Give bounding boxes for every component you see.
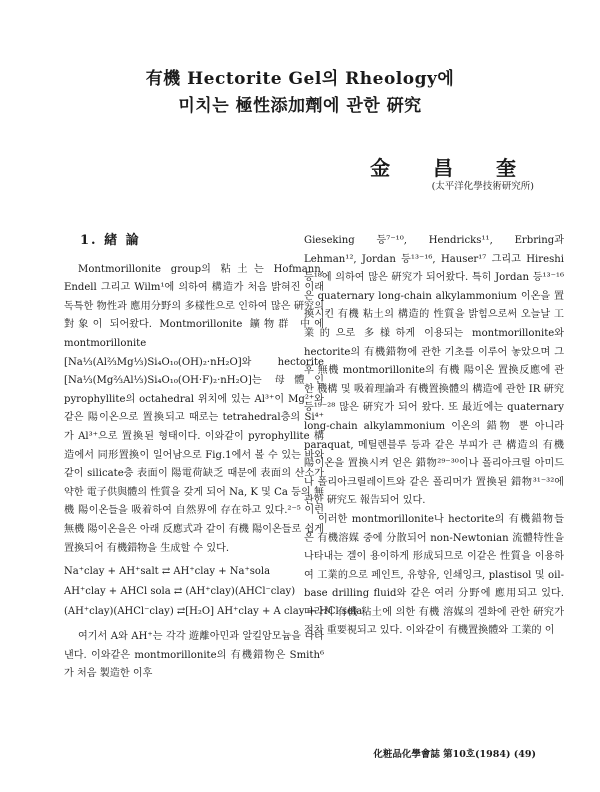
- paper-title-line-2: 미치는 極性添加劑에 관한 硏究: [178, 96, 422, 116]
- reaction-equation-2: AH⁺clay + AHCl sola ⇄ (AH⁺clay)(AHCl⁻clay): [64, 586, 296, 598]
- reaction-equation-1: Na⁺clay + AH⁺salt ⇄ AH⁺clay + Na⁺sola: [64, 566, 271, 578]
- paper-title-line-1: 有機 Hectorite Gel의 Rheology에: [145, 69, 455, 89]
- author-affiliation: (太平洋化學技術研究所): [431, 181, 534, 192]
- intro-paragraph-2: 여기서 A와 AH⁺는 각각 遊離아민과 알킬암모늄을 나타낸다. 이와같은 montmorillonite의 有機錯物은 Smith⁶가 처음 製造한 이후: [64, 631, 324, 680]
- left-column: [64, 232, 363, 684]
- journal-footer: 化粧品化學會誌 第10호(1984) (49): [373, 749, 536, 760]
- section-heading: 1. 緖 論: [80, 233, 141, 248]
- author-name: 金 昌 奎: [370, 156, 534, 180]
- intro-paragraph-1: Montmorillonite group의 粘土는 Hofmann, Endell 그리고 Wilm¹에 의하여 構造가 처음 밝혀진 이래 독특한 物性과 應用分野의 多樣性으로 인하여 많은 硏究의 對象이 되어왔다. Montmorillonite 鑛物群 中에 montmorillonite [Na⅓(Al⅔Mg⅓)Si₄O₁₀(OH)₂·nH₂O]와 hectorite [Na⅓(Mg⅔Al⅓)Si₄O₁₀(OH·F)₂·nH₂O]는 母體인 pyrophyllite의 octahedral 위치에 있는 Al³⁺이 Mg²⁺와 같은 陽이온으로 置換되고 때로는 tetrahedral층의 Si⁴⁺가 Al³⁺으로 置換된 형태이다. 이와같이 pyrophyllite 構造에서 同形置換이 일어남으로 Fig.1에서 볼 수 있는 바와 같이 silicate층 表面이 陽電荷缺乏 때문에 表面의 산소가 약한 電子供與體의 性質을 갖게 되어 Na, K 및 Ca 등의 無機 陽이온들을 吸着하여 自然界에 存在하고 있다.²⁻⁵ 이런 無機 陽이온을은 아래 反應式과 같이 有機 陽이온들로 쉽게 置換되어 有機錯物을 生成할 수 있다.: [64, 263, 324, 554]
- reaction-equations: [64, 562, 363, 622]
- intro-paragraph-4: 이러한 montmorillonite나 hectorite의 有機錯物들은 有機溶媒 중에 分散되어 non-Newtonian 流體特性을 나타내는 겔이 용이하게 形成되므로 이같은 性質을 이용하여 工業的으로 페인트, 유향유, 인쇄잉크, plastisol 및 oil-base drilling fluid와 같은 여러 分野에 應用되고 있다. 따라서 有機 粘土에 의한 有機 溶媒의 겔화에 관한 硏究가 점차 重要視되고 있다. 이와같이 有機置換體와 工業的 이: [304, 513, 564, 637]
- right-column: [304, 232, 564, 641]
- reaction-equation-3: (AH⁺clay)(AHCl⁻clay) ⇄[H₂O] AH⁺clay + A clay + HCl sola: [64, 606, 363, 618]
- intro-paragraph-3: Gieseking 등⁷⁻¹⁰, Hendricks¹¹, Erbring과 Lehman¹², Jordan 등¹³⁻¹⁶, Hauser¹⁷ 그리고 Hireshi 등¹⁸에 의하여 많은 硏究가 되어왔다. 특히 Jordan 등¹³⁻¹⁶은 quaternary long-chain alkylammonium 이온을 置換시킨 有機 粘土의 構造的 性質을 밝힘으로써 오늘날 工業的으로 多様하게 이용되는 montmorillonite와 hectorite의 有機錯物에 관한 기초를 이루어 놓았으며 그 후 無機 montmorillonite의 有機 陽이온 置換反應에 관한 機構 및 吸着理論과 有機置換體의 構造에 관한 IR 硏究 등¹⁹⁻²⁸ 많은 硏究가 되어 왔다. 또 最近에는 quaternary long-chain alkylammonium 이온의 錯物 뿐 아니라 paraquat, 메틸렌블루 등과 같은 부피가 큰 構造의 有機 陽이온을 置換시켜 얻은 錯物²⁹⁻³⁰이나 폴리아크릴 아미드나 폴리아크릴레이트와 같은 폴리머가 置換된 錯物³¹⁻³²에 관한 硏究도 報告되어 있다.: [304, 235, 564, 507]
